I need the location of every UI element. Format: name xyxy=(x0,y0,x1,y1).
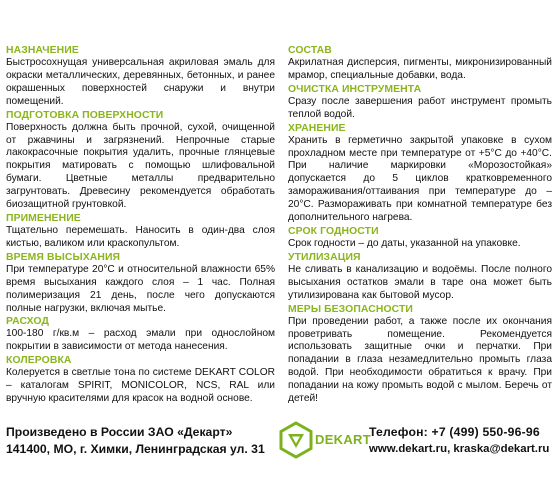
section-body: При проведении работ, а также после их окончания проветривать помещение. Рекомендуется использовать защитные очки и перчатки. При попадании в глаза незамедлительно промыть глаза водой. При необходимости обратиться к врачу. При попадании на кожу промыть водой с мылом. Беречь от детей! xyxy=(288,315,552,405)
section-drying-time xyxy=(6,252,275,316)
producer-address: 141400, МО, г. Химки, Ленинградская ул. 31 xyxy=(6,442,265,456)
section-shelf-life xyxy=(288,226,552,251)
section-title: СРОК ГОДНОСТИ xyxy=(288,225,379,237)
contact-info xyxy=(369,424,555,458)
section-body: Сразу после завершения работ инструмент промыть теплой водой. xyxy=(288,95,552,120)
section-title: ПОДГОТОВКА ПОВЕРХНОСТИ xyxy=(6,109,164,121)
producer-info xyxy=(6,424,276,458)
section-disposal xyxy=(288,252,552,303)
section-tinting xyxy=(6,355,275,406)
section-body: Тщательно перемешать. Наносить в один-два слоя кистью, валиком или краскопультом. xyxy=(6,224,275,249)
section-title: СОСТАВ xyxy=(288,45,332,56)
logo-text: DEKART xyxy=(315,432,371,447)
section-body: При температуре 20°С и относительной влажности 65% время высыхания каждого слоя – 1 час. Полная полимеризация 21 день, после чего допускаются полные нагрузки, включая мытье. xyxy=(6,263,275,314)
section-purpose xyxy=(6,45,275,109)
dekart-logo xyxy=(278,420,371,460)
section-body: Быстросохнущая универсальная акриловая эмаль для окраски металлических, деревянных, бетонных, и ранее окрашенных поверхностей снаружи и внутри помещений. xyxy=(6,57,275,107)
section-title: ХРАНЕНИЕ xyxy=(288,122,346,134)
section-title: ВРЕМЯ ВЫСЫХАНИЯ xyxy=(6,251,121,263)
section-title: РАСХОД xyxy=(6,316,49,328)
section-title: НАЗНАЧЕНИЕ xyxy=(6,45,79,56)
dekart-logo-icon xyxy=(278,420,314,460)
section-storage xyxy=(288,123,552,225)
section-body: Поверхность должна быть прочной, сухой, очищенной от ржавчины и загрязнений. Непрочные старые лакокрасочные покрытия удалить, прочные глянцевые покрытия матировать с помощью шлифовальной бумаги. Цветные металлы предварительно загрунтовать. Древесину рекомендуется обработать биозащитной грунтовкой. xyxy=(6,121,275,211)
section-body: 100-180 г/кв.м – расход эмали при однослойном покрытии в зависимости от метода нанесения. xyxy=(6,328,275,353)
section-application xyxy=(6,213,275,251)
web-email: www.dekart.ru, kraska@dekart.ru xyxy=(369,443,550,455)
section-title: КОЛЕРОВКА xyxy=(6,355,72,367)
section-tool-cleaning xyxy=(288,84,552,122)
section-title: УТИЛИЗАЦИЯ xyxy=(288,251,361,263)
right-column xyxy=(288,44,552,406)
phone: Телефон: +7 (499) 550-96-96 xyxy=(369,425,540,439)
section-title: МЕРЫ БЕЗОПАСНОСТИ xyxy=(288,303,413,315)
section-body: Не сливать в канализацию и водоёмы. После полного высыхания остатков эмали в таре она может быть утилизирована как бытовой мусор. xyxy=(288,263,552,301)
section-title: ОЧИСТКА ИНСТРУМЕНТА xyxy=(288,83,422,95)
section-body: Хранить в герметично закрытой упаковке в сухом прохладном месте при температуре от +5°С до +40°С. При наличие маркировки «Морозостойкая» допускается до 5 циклов кратковременного замораживания/оттаивания при температуре до – 20°С. Размораживать при комнатной температуре без дополнительного нагрева. xyxy=(288,134,552,224)
section-safety xyxy=(288,304,552,406)
section-body: Акрилатная дисперсия, пигменты, микронизированный мрамор, специальные добавки, вода. xyxy=(288,57,552,81)
section-consumption xyxy=(6,316,275,354)
producer-name: Произведено в России ЗАО «Декарт» xyxy=(6,425,233,439)
section-composition xyxy=(288,45,552,83)
section-body: Срок годности – до даты, указанной на упаковке. xyxy=(288,237,521,249)
section-surface-prep xyxy=(6,110,275,212)
section-body: Колеруется в светлые тона по системе DEKART COLOR – каталогам SPIRIT, MONICOLOR, NCS, RAL или вручную красителями для красок на водной основе. xyxy=(6,367,275,405)
section-title: ПРИМЕНЕНИЕ xyxy=(6,212,81,224)
left-column xyxy=(6,44,275,406)
